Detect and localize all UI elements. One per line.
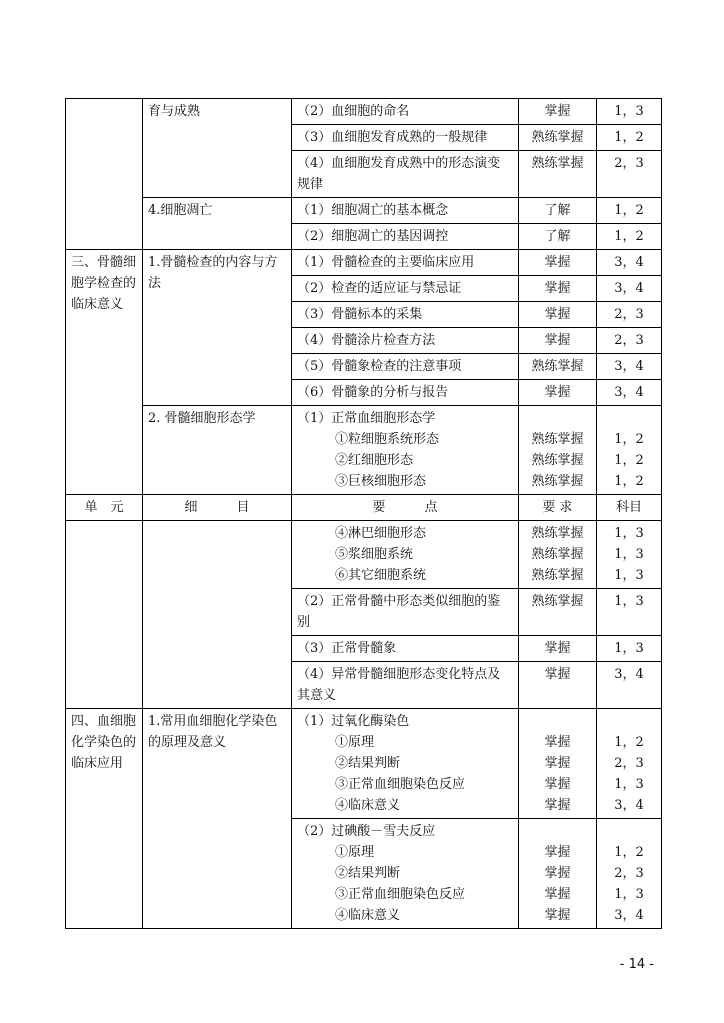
topic-cell: 2. 骨髓细胞形态学 [143,406,292,495]
requirement-item: 掌握 [544,777,571,792]
page-number: - 14 - [619,957,654,972]
unit-cell: 三、骨髓细胞学检查的临床意义 [66,250,143,495]
subject-item: 1，2 [614,845,644,860]
subject-cell: 3，4 [597,276,662,302]
table-row [66,709,662,819]
requirement-cell-group [519,521,597,589]
subject-item: 1，2 [614,474,644,489]
subject-item: 1，3 [614,887,644,902]
requirement-cell: 掌握 [519,302,597,328]
subject-cell-group [597,819,662,929]
requirement-item: 掌握 [544,887,571,902]
requirement-cell: 了解 [519,198,597,224]
subject-cell-group [597,709,662,819]
point-cell: （2）检查的适应证与禁忌证 [292,276,519,302]
point-item: ④临床意义 [335,908,401,923]
subject-item: 1，3 [614,547,644,562]
point-item: ③巨核细胞形态 [335,474,427,489]
requirement-cell: 掌握 [519,662,597,709]
requirement-item: 掌握 [544,756,571,771]
table-row [66,521,662,589]
topic-cell-empty [143,521,292,709]
point-cell: （4）血细胞发育成熟中的形态演变规律 [292,151,519,198]
point-cell-group [292,819,519,929]
subject-item: 1，2 [614,735,644,750]
topic-cell: 1.骨髓检查的内容与方法 [143,250,292,406]
subject-cell: 2，3 [597,328,662,354]
subject-cell: 1，3 [597,99,662,125]
point-cell: （2）细胞凋亡的基因调控 [292,224,519,250]
subject-item: 1，3 [614,526,644,541]
subject-cell: 3，4 [597,250,662,276]
requirement-cell: 掌握 [519,380,597,406]
point-item: ⑥其它细胞系统 [335,568,427,583]
requirement-item: 熟练掌握 [531,432,584,447]
point-cell: （1）细胞凋亡的基本概念 [292,198,519,224]
subject-item: 1，3 [614,777,644,792]
subject-item: 2，3 [614,866,644,881]
header-requirement: 要 求 [519,495,597,521]
point-heading: （1）过氧化酶染色 [297,714,410,729]
header-subject: 科目 [597,495,662,521]
subject-item: 2，3 [614,756,644,771]
point-cell-group [292,709,519,819]
header-point: 要 点 [292,495,519,521]
requirement-cell: 掌握 [519,328,597,354]
subject-item: 1，3 [614,568,644,583]
point-item: ②结果判断 [335,756,401,771]
subject-cell: 1，2 [597,224,662,250]
requirement-item: 熟练掌握 [531,453,584,468]
topic-cell: 4.细胞凋亡 [143,198,292,250]
topic-cell: 育与成熟 [143,99,292,198]
subject-cell: 1，3 [597,589,662,636]
subject-item: 3，4 [614,798,644,813]
unit-cell-empty [66,521,143,709]
subject-item: 1，2 [614,453,644,468]
unit-cell-empty [66,99,143,250]
requirement-item: 掌握 [544,866,571,881]
point-cell: （3）正常骨髓象 [292,636,519,662]
point-item: ④临床意义 [335,798,401,813]
subject-cell: 2，3 [597,302,662,328]
point-cell: （2）血细胞的命名 [292,99,519,125]
table-row [66,99,662,125]
requirement-item: 掌握 [544,735,571,750]
subject-cell: 3，4 [597,662,662,709]
subject-cell: 2，3 [597,151,662,198]
subject-cell-group [597,406,662,495]
point-cell: （6）骨髓象的分析与报告 [292,380,519,406]
point-cell: （3）血细胞发育成熟的一般规律 [292,125,519,151]
subject-cell-group [597,521,662,589]
requirement-item: 熟练掌握 [531,526,584,541]
subject-item: 1，2 [614,432,644,447]
requirement-item: 熟练掌握 [531,547,584,562]
point-item: ⑤浆细胞系统 [335,547,414,562]
requirement-cell: 熟练掌握 [519,151,597,198]
unit-cell: 四、血细胞化学染色的临床应用 [66,709,143,929]
requirement-item: 熟练掌握 [531,474,584,489]
point-item: ④淋巴细胞形态 [335,526,427,541]
point-cell: （4）异常骨髓细胞形态变化特点及其意义 [292,662,519,709]
table-row [66,198,662,224]
requirement-cell: 掌握 [519,99,597,125]
topic-cell: 1.常用血细胞化学染色的原理及意义 [143,709,292,929]
header-detail: 细 目 [143,495,292,521]
point-cell: （3）骨髓标本的采集 [292,302,519,328]
header-unit: 单 元 [66,495,143,521]
table-row [66,406,662,495]
requirement-item: 掌握 [544,798,571,813]
subject-cell: 1，2 [597,125,662,151]
requirement-item: 掌握 [544,845,571,860]
requirement-cell: 掌握 [519,636,597,662]
point-heading: （2）过碘酸－雪夫反应 [297,824,436,839]
point-cell: （4）骨髓涂片检查方法 [292,328,519,354]
requirement-cell-group [519,709,597,819]
point-item: ①原理 [335,845,375,860]
requirement-cell-group [519,406,597,495]
subject-cell: 1，3 [597,636,662,662]
point-item: ①原理 [335,735,375,750]
requirement-cell-group [519,819,597,929]
subject-cell: 1，2 [597,198,662,224]
point-item: ③正常血细胞染色反应 [335,777,466,792]
point-cell-group [292,521,519,589]
requirement-item: 掌握 [544,908,571,923]
table-header-row [66,495,662,521]
requirement-cell: 掌握 [519,276,597,302]
point-item: ①粒细胞系统形态 [335,432,440,447]
point-heading: （1）正常血细胞形态学 [297,411,436,426]
point-cell: （2）正常骨髓中形态类似细胞的鉴别 [292,589,519,636]
subject-cell: 3，4 [597,354,662,380]
requirement-cell: 了解 [519,224,597,250]
point-cell-group [292,406,519,495]
requirement-cell: 熟练掌握 [519,125,597,151]
point-item: ②结果判断 [335,866,401,881]
point-item: ②红细胞形态 [335,453,414,468]
syllabus-table [65,98,662,929]
requirement-item: 熟练掌握 [531,568,584,583]
point-cell: （5）骨髓象检查的注意事项 [292,354,519,380]
point-item: ③正常血细胞染色反应 [335,887,466,902]
point-cell: （1）骨髓检查的主要临床应用 [292,250,519,276]
subject-cell: 3，4 [597,380,662,406]
requirement-cell: 熟练掌握 [519,589,597,636]
requirement-cell: 掌握 [519,250,597,276]
subject-item: 3，4 [614,908,644,923]
requirement-cell: 熟练掌握 [519,354,597,380]
table-row [66,250,662,276]
